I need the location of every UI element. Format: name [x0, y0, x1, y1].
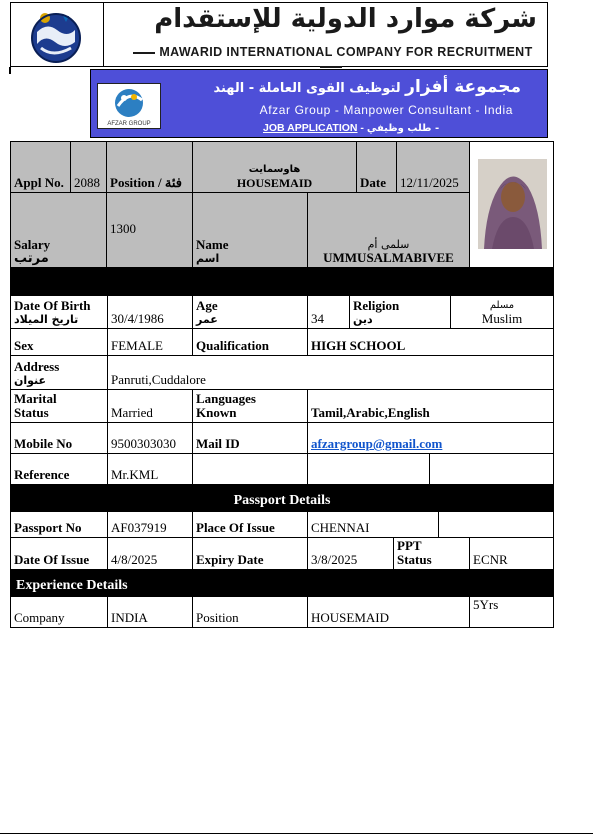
ppt-status-value: ECNR — [469, 537, 554, 570]
appl-no-label: Appl No. — [10, 141, 71, 193]
passport-section-title: Passport Details — [10, 484, 554, 512]
age-value: 34 — [307, 295, 350, 329]
date-label: Date — [356, 141, 397, 193]
name-value: سلمى أم UMMUSALMABIVEE — [307, 192, 470, 268]
marital-status-value: Married — [107, 389, 193, 423]
mobile-value: 9500303030 — [107, 422, 193, 454]
salary-value: 1300 — [106, 192, 193, 268]
company-header — [10, 2, 548, 67]
salary-label: Salary مرتب — [10, 192, 107, 268]
job-application-title: JOB APPLICATION - طلب وظيفي - — [263, 122, 440, 134]
marital-status-label: Marital Status — [10, 389, 108, 423]
address-label: Address عنوان — [10, 355, 108, 390]
section-divider-bar — [10, 267, 554, 296]
email-link[interactable]: afzargroup@gmail.com — [311, 436, 443, 451]
header-divider — [103, 3, 104, 66]
date-of-issue-label: Date Of Issue — [10, 537, 108, 570]
languages-label: Languages Known — [192, 389, 308, 423]
passport-no-label: Passport No — [10, 511, 108, 538]
afzar-logo-icon — [97, 83, 161, 129]
mobile-label: Mobile No — [10, 422, 108, 454]
empty-cell — [307, 453, 430, 485]
age-label: Age عمر — [192, 295, 308, 329]
mail-label: Mail ID — [192, 422, 308, 454]
dob-value: 30/4/1986 — [107, 295, 193, 329]
mail-cell — [307, 422, 554, 454]
date-of-issue-value: 4/8/2025 — [107, 537, 193, 570]
passport-no-value: AF037919 — [107, 511, 193, 538]
company-name-arabic: شركة موارد الدولية للإستقدام — [154, 4, 537, 34]
empty-cell — [192, 453, 308, 485]
company-label: Company — [10, 596, 108, 628]
religion-value: مسلم Muslim — [450, 295, 554, 329]
sex-label: Sex — [10, 328, 108, 356]
group-name-english: Afzar Group - Manpower Consultant - India — [259, 103, 513, 117]
reference-label: Reference — [10, 453, 108, 485]
place-of-issue-value: CHENNAI — [307, 511, 439, 538]
group-name-arabic: مجموعة أفزار لتوظيف القوى العاملة - الهند — [213, 77, 521, 97]
experience-years: 5Yrs — [469, 596, 554, 628]
empty-cell — [438, 511, 554, 538]
applicant-photo — [478, 159, 547, 249]
empty-cell — [429, 453, 554, 485]
group-banner — [90, 69, 548, 138]
name-label: Name اسم — [192, 192, 308, 268]
corner-mark — [9, 67, 11, 74]
position-label: Position / فئة — [106, 141, 193, 193]
expiry-date-value: 3/8/2025 — [307, 537, 394, 570]
date-value: 12/11/2025 — [396, 141, 470, 193]
qualification-value: HIGH SCHOOL — [307, 328, 554, 356]
company-value: INDIA — [107, 596, 193, 628]
globe-logo-icon — [23, 8, 89, 64]
place-of-issue-label: Place Of Issue — [192, 511, 308, 538]
experience-position-label: Position — [192, 596, 308, 628]
page-bottom-line — [0, 833, 593, 834]
sex-value: FEMALE — [107, 328, 193, 356]
experience-section-title: Experience Details — [10, 569, 554, 597]
svg-text:AFZAR GROUP: AFZAR GROUP — [107, 121, 151, 127]
languages-value: Tamil,Arabic,English — [307, 389, 554, 423]
qualification-label: Qualification — [192, 328, 308, 356]
experience-position-value: HOUSEMAID — [307, 596, 470, 628]
appl-no-value: 2088 — [70, 141, 107, 193]
ppt-status-label: PPT Status — [393, 537, 470, 570]
reference-value: Mr.KML — [107, 453, 193, 485]
address-value: Panruti,Cuddalore — [107, 355, 554, 390]
expiry-date-label: Expiry Date — [192, 537, 308, 570]
religion-label: Religion دين — [349, 295, 451, 329]
dob-label: Date Of Birth تاريخ الميلاد — [10, 295, 108, 329]
position-value: هاوسمايت HOUSEMAID — [192, 141, 357, 193]
company-name-english: MAWARID INTERNATIONAL COMPANY FOR RECRUITMENT — [115, 45, 547, 73]
